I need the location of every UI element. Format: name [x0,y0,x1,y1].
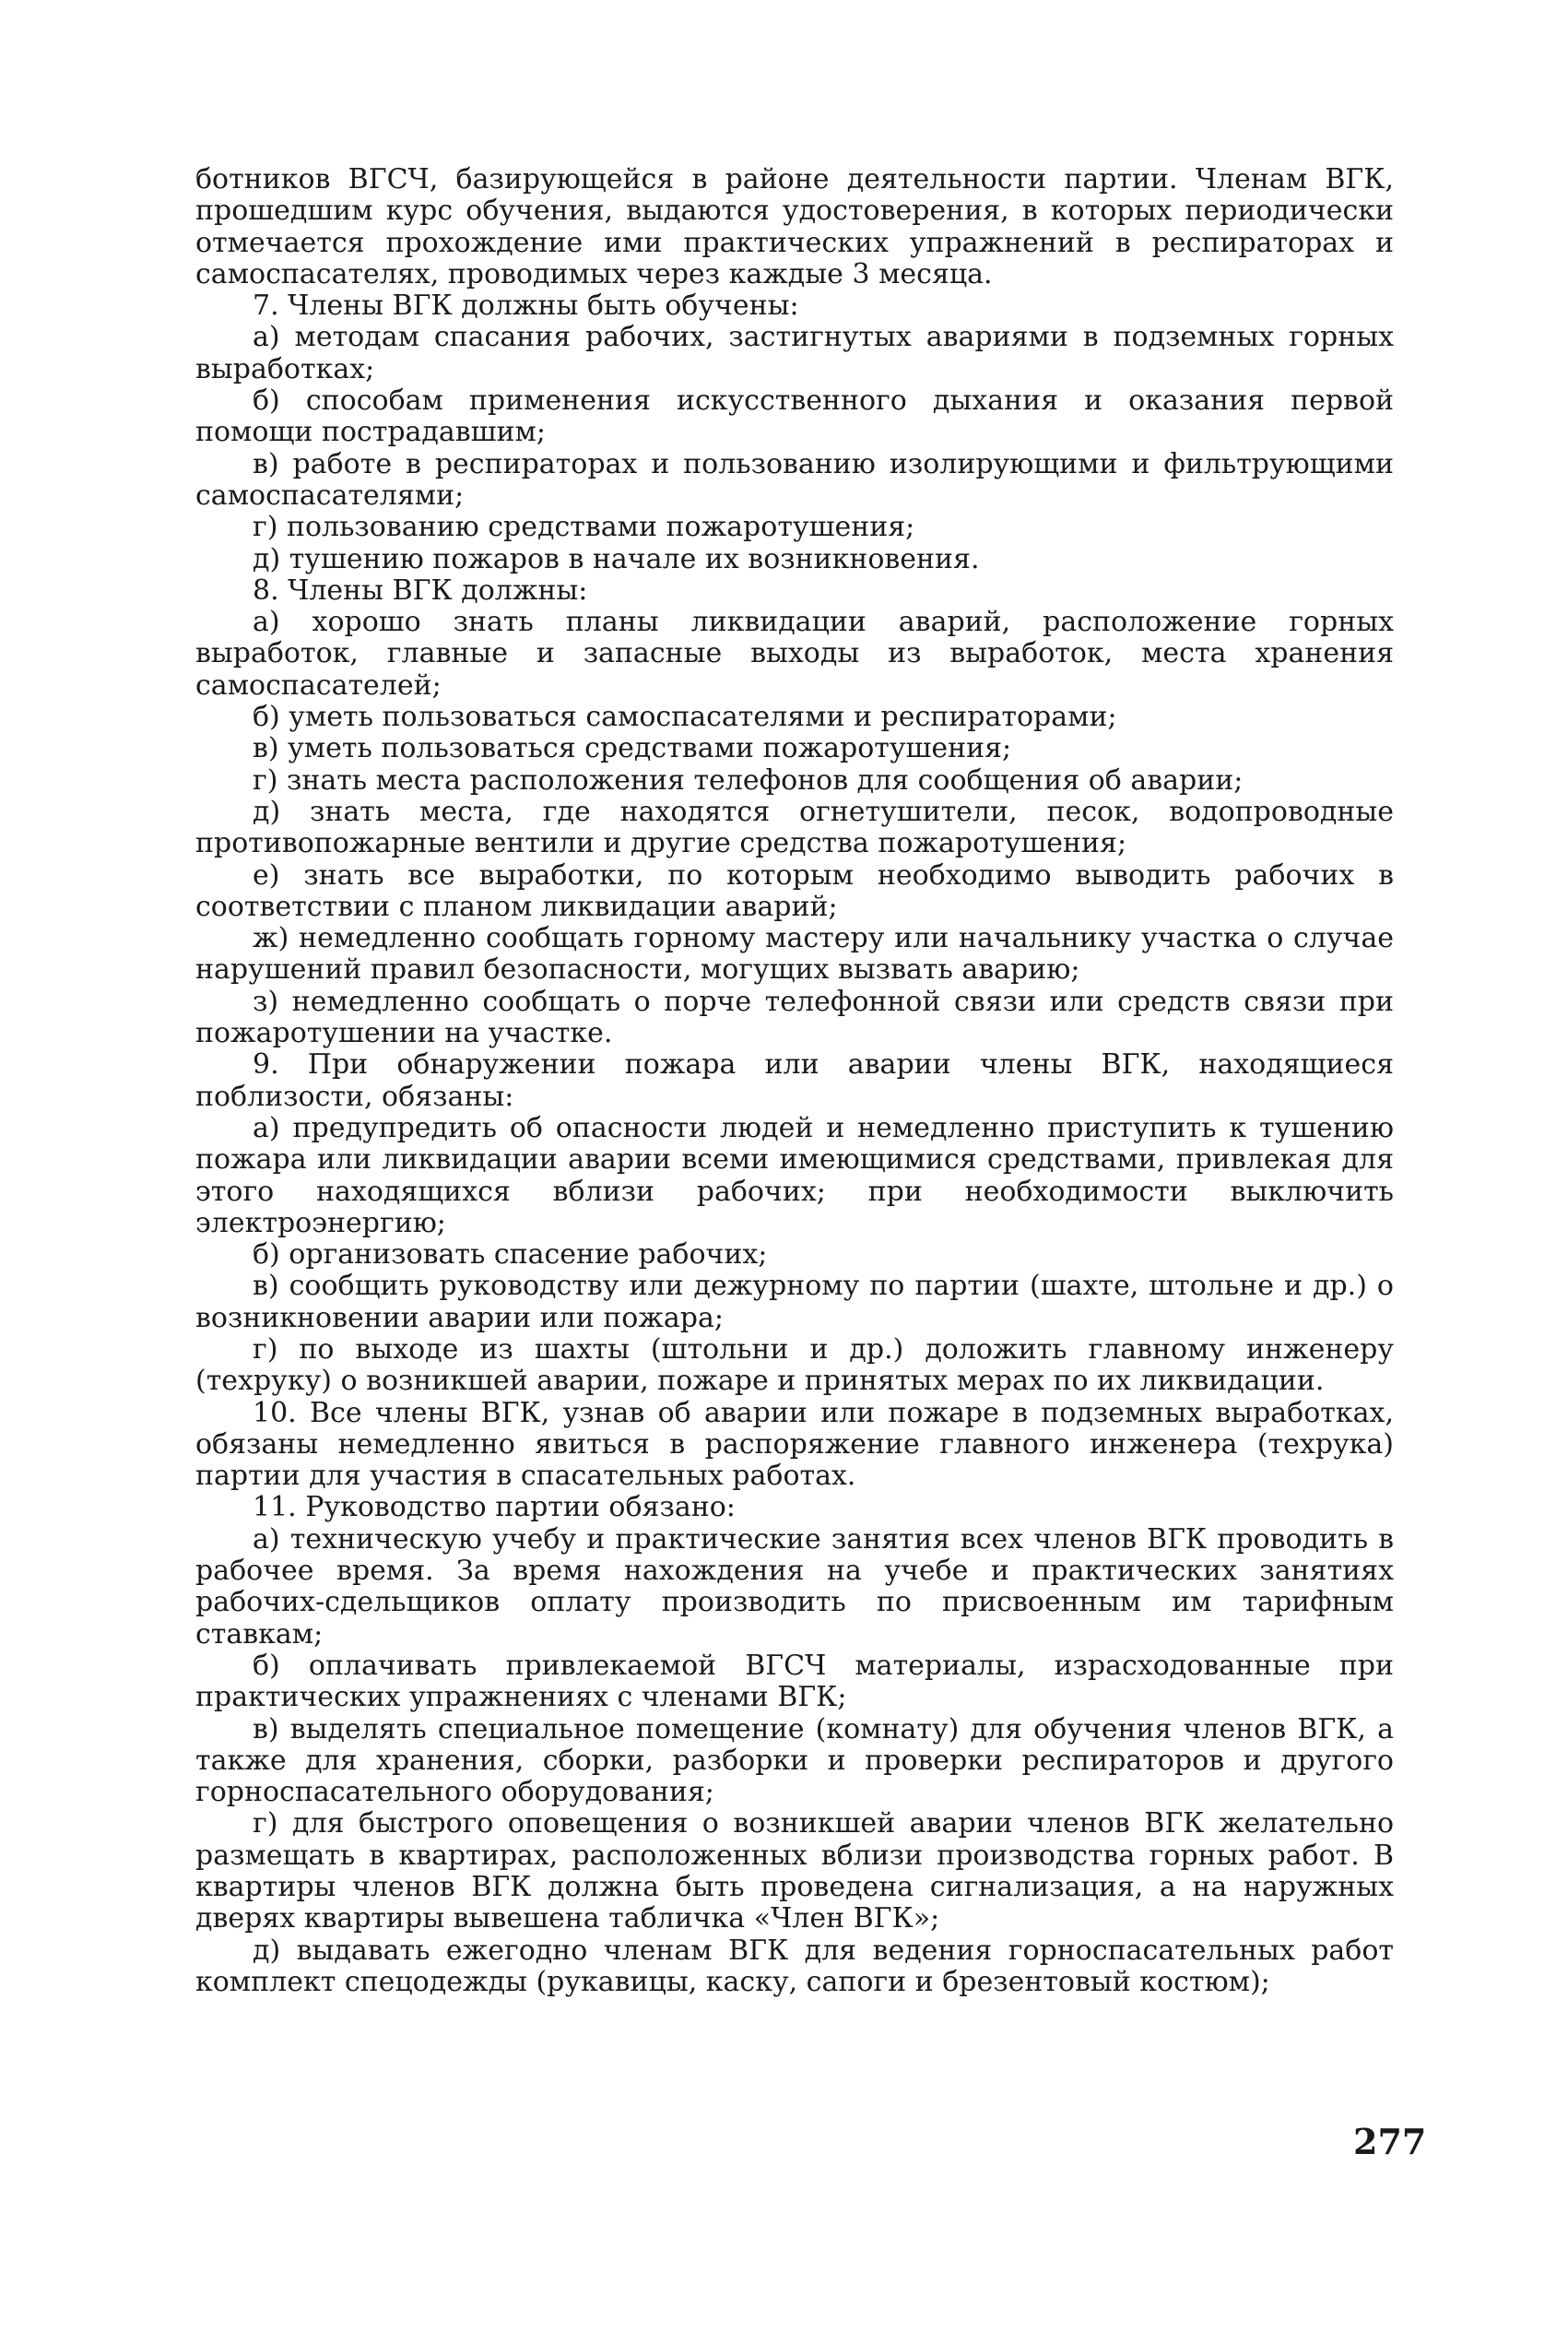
page-number: 277 [1353,2121,1427,2162]
list-item: д) тушению пожаров в начале их возникновения. [253,542,980,575]
list-item: д) знать места, где находятся огнетушители, песок, водопроводные противопожарные вентили и другие средства пожаротушения; [195,795,1394,860]
list-item: г) пользованию средствами пожаротушения; [253,511,915,544]
paragraph: 8. Члены ВГК должны: [253,574,588,607]
list-item: г) для быстрого оповещения о возникшей аварии членов ВГК желательно размещать в квартирах, расположенных вблизи производства горных работ. В квартиры членов ВГК должна быть проведена сигнализация, а на наружных дверях квартиры вывешена табличка «Член ВГК»; [195,1807,1394,1935]
list-item: в) выделять специальное помещение (комнату) для обучения членов ВГК, а также для хранения, сборки, разборки и проверки респираторов и другого горноспасательного оборудования; [195,1712,1394,1809]
list-item: г) знать места расположения телефонов для сообщения об аварии; [253,763,1244,797]
list-item: а) техническую учебу и практические занятия всех членов ВГК проводить в рабочее время. За время нахождения на учебе и практических занятиях рабочих-сдельщиков оплату производить по присвоенным им тарифным ставкам; [195,1522,1394,1651]
paragraph: 11. Руководство партии обязано: [253,1491,736,1524]
list-item: в) уметь пользоваться средствами пожаротушения; [253,732,1012,765]
paragraph: ботников ВГСЧ, базирующейся в районе деятельности партии. Членам ВГК, прошедшим курс обучения, выдаются удостоверения, в которых периодически отмечается прохождение ими практических упражнений в респираторах и самоспасателях, проводимых через каждые 3 месяца. [195,163,1394,290]
page-body [195,164,1394,1998]
list-item: а) предупредить об опасности людей и немедленно приступить к тушению пожара или ликвидации аварии всеми имеющимися средствами, привлекая для этого находящихся вблизи рабочих; при необходимости выключить электроэнергию; [195,1111,1394,1239]
list-item: б) уметь пользоваться самоспасателями и респираторами; [253,701,1117,734]
list-item: б) оплачивать привлекаемой ВГСЧ материалы, израсходованные при практических упражнениях с членами ВГК; [195,1649,1394,1714]
list-item: а) методам спасания рабочих, застигнутых авариями в подземных горных выработках; [195,321,1394,385]
paragraph: 7. Члены ВГК должны быть обучены: [253,290,799,323]
list-item: в) сообщить руководству или дежурному по партии (шахте, штольне и др.) о возникновении аварии или пожара; [195,1270,1394,1334]
paragraph: 9. При обнаружении пожара или аварии члены ВГК, находящиеся поблизости, обязаны: [195,1048,1394,1113]
list-item: а) хорошо знать планы ликвидации аварий, расположение горных выработок, главные и запасные выходы из выработок, места хранения самоспасателей; [195,606,1394,702]
list-item: з) немедленно сообщать о порче телефонной связи или средств связи при пожаротушении на участке. [195,985,1394,1050]
list-item: г) по выходе из шахты (штольни и др.) доложить главному инженеру (техруку) о возникшей аварии, пожаре и принятых мерах по их ликвидации. [195,1332,1394,1398]
list-item: е) знать все выработки, по которым необходимо выводить рабочих в соответствии с планом ликвидации аварий; [195,858,1394,923]
list-item: в) работе в респираторах и пользованию изолирующими и фильтрующими самоспасателями; [195,447,1394,512]
paragraph: 10. Все члены ВГК, узнав об аварии или пожаре в подземных выработках, обязаны немедленно явиться в распоряжение главного инженера (техрука) партии для участия в спасательных работах. [195,1396,1394,1493]
list-item: д) выдавать ежегодно членам ВГК для ведения горноспасательных работ комплект спецодежды (рукавицы, каску, сапоги и брезентовый костюм); [195,1934,1394,1998]
list-item: б) организовать спасение рабочих; [253,1238,768,1272]
list-item: ж) немедленно сообщать горному мастеру или начальнику участка о случае нарушений правил безопасности, могущих вызвать аварию; [195,922,1394,987]
list-item: б) способам применения искусственного дыхания и оказания первой помощи пострадавшим; [195,385,1394,449]
